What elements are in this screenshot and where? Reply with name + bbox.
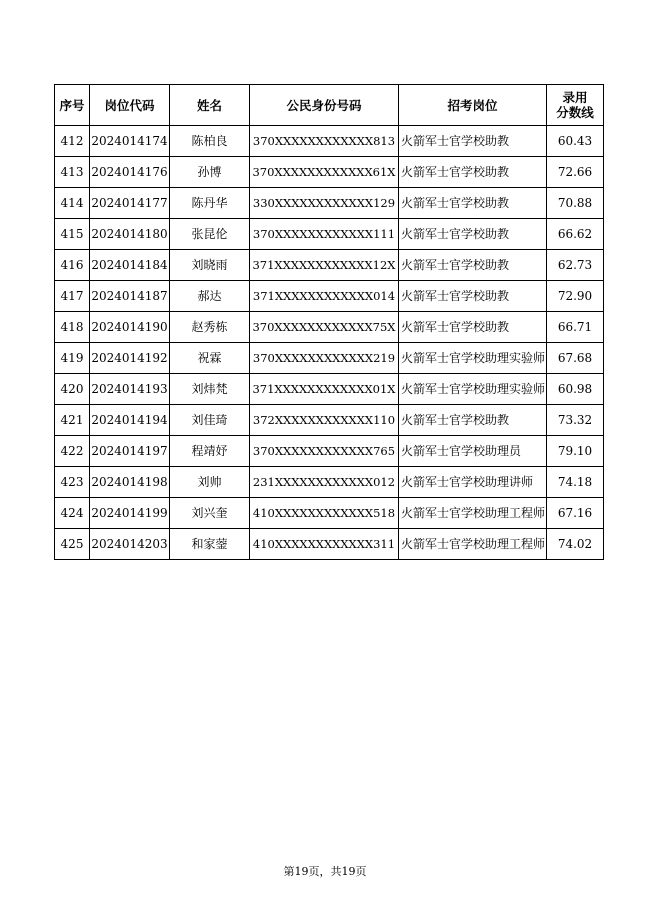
cell-name: 郝达 bbox=[170, 281, 250, 312]
cell-name: 陈柏良 bbox=[170, 126, 250, 157]
cell-id-number: 372XXXXXXXXXXXX110 bbox=[250, 405, 399, 436]
cell-post-code: 2024014199 bbox=[90, 498, 170, 529]
cell-score: 66.71 bbox=[547, 312, 604, 343]
cell-score: 66.62 bbox=[547, 219, 604, 250]
cell-post-code: 2024014187 bbox=[90, 281, 170, 312]
cell-post-code: 2024014194 bbox=[90, 405, 170, 436]
table-row bbox=[55, 188, 604, 219]
header-post-code: 岗位代码 bbox=[90, 85, 170, 126]
cell-name: 陈丹华 bbox=[170, 188, 250, 219]
cell-score: 72.90 bbox=[547, 281, 604, 312]
table-row bbox=[55, 312, 604, 343]
cell-score: 73.32 bbox=[547, 405, 604, 436]
table-row bbox=[55, 126, 604, 157]
cell-seq: 423 bbox=[55, 467, 90, 498]
cell-id-number: 410XXXXXXXXXXXX518 bbox=[250, 498, 399, 529]
cell-post: 火箭军士官学校助理工程师 bbox=[399, 498, 547, 529]
cell-name: 孙博 bbox=[170, 157, 250, 188]
table-row bbox=[55, 436, 604, 467]
cell-name: 刘佳琦 bbox=[170, 405, 250, 436]
cell-score: 60.98 bbox=[547, 374, 604, 405]
cell-seq: 422 bbox=[55, 436, 90, 467]
table-row bbox=[55, 250, 604, 281]
cell-name: 刘兴奎 bbox=[170, 498, 250, 529]
cell-post: 火箭军士官学校助教 bbox=[399, 188, 547, 219]
cell-post: 火箭军士官学校助教 bbox=[399, 281, 547, 312]
cell-seq: 414 bbox=[55, 188, 90, 219]
cell-post: 火箭军士官学校助理实验师 bbox=[399, 343, 547, 374]
cell-post-code: 2024014198 bbox=[90, 467, 170, 498]
cell-post-code: 2024014176 bbox=[90, 157, 170, 188]
cell-name: 程靖妤 bbox=[170, 436, 250, 467]
header-score-line1: 录用 bbox=[562, 90, 588, 105]
cell-score: 60.43 bbox=[547, 126, 604, 157]
cell-id-number: 370XXXXXXXXXXXX75X bbox=[250, 312, 399, 343]
cell-id-number: 370XXXXXXXXXXXX111 bbox=[250, 219, 399, 250]
cell-id-number: 370XXXXXXXXXXXX813 bbox=[250, 126, 399, 157]
cell-id-number: 370XXXXXXXXXXXX765 bbox=[250, 436, 399, 467]
table-row bbox=[55, 374, 604, 405]
cell-post-code: 2024014177 bbox=[90, 188, 170, 219]
cell-seq: 424 bbox=[55, 498, 90, 529]
cell-id-number: 370XXXXXXXXXXXX61X bbox=[250, 157, 399, 188]
cell-id-number: 330XXXXXXXXXXXX129 bbox=[250, 188, 399, 219]
cell-score: 67.16 bbox=[547, 498, 604, 529]
cell-score: 72.66 bbox=[547, 157, 604, 188]
table-body bbox=[55, 126, 604, 560]
cell-post-code: 2024014184 bbox=[90, 250, 170, 281]
cell-post: 火箭军士官学校助理员 bbox=[399, 436, 547, 467]
cell-post: 火箭军士官学校助理实验师 bbox=[399, 374, 547, 405]
cell-seq: 416 bbox=[55, 250, 90, 281]
cell-post-code: 2024014192 bbox=[90, 343, 170, 374]
cell-post: 火箭军士官学校助教 bbox=[399, 405, 547, 436]
cell-score: 74.18 bbox=[547, 467, 604, 498]
table-row bbox=[55, 529, 604, 560]
cell-name: 赵秀栋 bbox=[170, 312, 250, 343]
cell-post-code: 2024014197 bbox=[90, 436, 170, 467]
cell-post: 火箭军士官学校助理工程师 bbox=[399, 529, 547, 560]
cell-name: 和家蓥 bbox=[170, 529, 250, 560]
cell-id-number: 410XXXXXXXXXXXX311 bbox=[250, 529, 399, 560]
cell-score: 74.02 bbox=[547, 529, 604, 560]
cell-id-number: 371XXXXXXXXXXXX014 bbox=[250, 281, 399, 312]
cell-id-number: 231XXXXXXXXXXXX012 bbox=[250, 467, 399, 498]
cell-seq: 419 bbox=[55, 343, 90, 374]
cell-seq: 421 bbox=[55, 405, 90, 436]
cell-post: 火箭军士官学校助教 bbox=[399, 250, 547, 281]
cell-score: 67.68 bbox=[547, 343, 604, 374]
cell-name: 刘炜梵 bbox=[170, 374, 250, 405]
cell-post: 火箭军士官学校助教 bbox=[399, 157, 547, 188]
header-score-line2: 分数线 bbox=[556, 105, 594, 120]
table-row bbox=[55, 467, 604, 498]
cell-id-number: 370XXXXXXXXXXXX219 bbox=[250, 343, 399, 374]
cell-seq: 413 bbox=[55, 157, 90, 188]
cell-name: 祝霖 bbox=[170, 343, 250, 374]
table-row bbox=[55, 219, 604, 250]
header-score bbox=[547, 85, 604, 126]
cell-post-code: 2024014174 bbox=[90, 126, 170, 157]
cell-post: 火箭军士官学校助教 bbox=[399, 219, 547, 250]
cell-post-code: 2024014190 bbox=[90, 312, 170, 343]
cell-seq: 417 bbox=[55, 281, 90, 312]
cell-id-number: 371XXXXXXXXXXXX12X bbox=[250, 250, 399, 281]
cell-name: 刘帅 bbox=[170, 467, 250, 498]
table-row bbox=[55, 281, 604, 312]
cell-post-code: 2024014180 bbox=[90, 219, 170, 250]
cell-score: 79.10 bbox=[547, 436, 604, 467]
cell-post-code: 2024014193 bbox=[90, 374, 170, 405]
table-header-row bbox=[55, 85, 604, 126]
cell-seq: 425 bbox=[55, 529, 90, 560]
table-row bbox=[55, 405, 604, 436]
cell-name: 张昆伦 bbox=[170, 219, 250, 250]
cell-seq: 412 bbox=[55, 126, 90, 157]
header-post: 招考岗位 bbox=[399, 85, 547, 126]
table-row bbox=[55, 157, 604, 188]
table-row bbox=[55, 343, 604, 374]
cell-post: 火箭军士官学校助教 bbox=[399, 126, 547, 157]
page-footer: 第19页，共19页 bbox=[283, 865, 367, 878]
cell-name: 刘晓雨 bbox=[170, 250, 250, 281]
header-seq: 序号 bbox=[55, 85, 90, 126]
cell-seq: 418 bbox=[55, 312, 90, 343]
results-table bbox=[54, 84, 604, 560]
cell-id-number: 371XXXXXXXXXXXX01X bbox=[250, 374, 399, 405]
cell-score: 62.73 bbox=[547, 250, 604, 281]
header-id-number: 公民身份号码 bbox=[250, 85, 399, 126]
table-row bbox=[55, 498, 604, 529]
cell-seq: 420 bbox=[55, 374, 90, 405]
cell-post: 火箭军士官学校助理讲师 bbox=[399, 467, 547, 498]
header-name: 姓名 bbox=[170, 85, 250, 126]
cell-post: 火箭军士官学校助教 bbox=[399, 312, 547, 343]
cell-post-code: 2024014203 bbox=[90, 529, 170, 560]
cell-seq: 415 bbox=[55, 219, 90, 250]
cell-score: 70.88 bbox=[547, 188, 604, 219]
